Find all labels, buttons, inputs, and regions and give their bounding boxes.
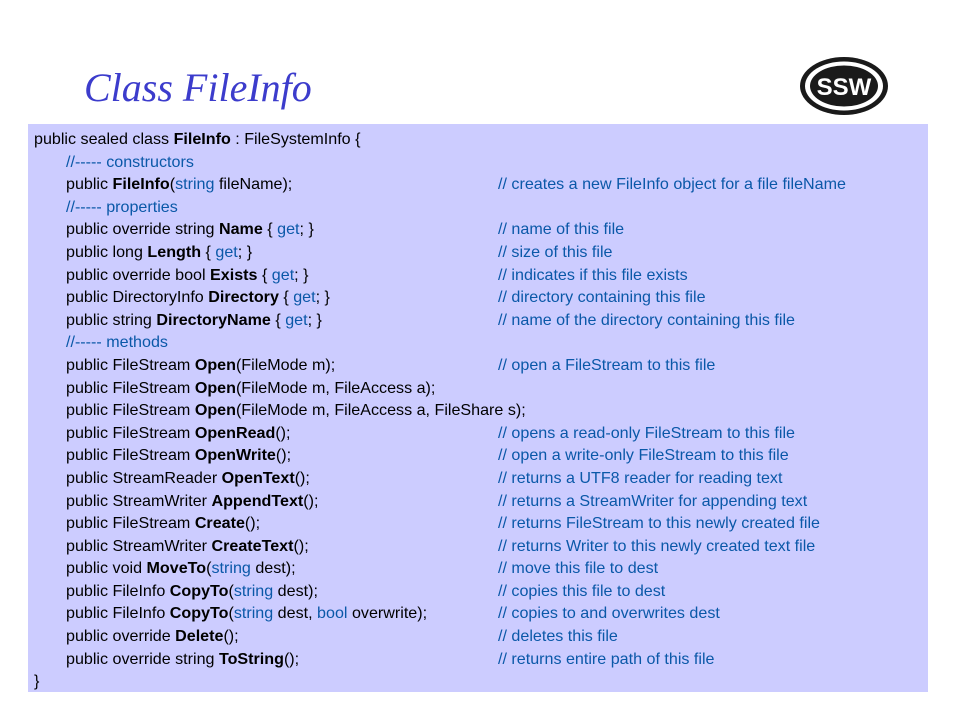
code-line (28, 512, 928, 535)
code-token: ( (206, 559, 212, 578)
member-name: DirectoryName (156, 310, 271, 329)
code-token: public long (66, 242, 148, 261)
code-token: { (270, 310, 286, 329)
member-name: Exists (210, 265, 258, 284)
code-comment: // name of this file (498, 220, 625, 239)
code-token: ; } (315, 288, 330, 307)
code-declaration (66, 625, 239, 648)
code-token: public FileStream (66, 355, 195, 374)
code-token: dest); (273, 581, 318, 600)
code-declaration (66, 241, 252, 264)
code-line (28, 286, 928, 309)
code-comment: // deletes this file (498, 627, 618, 646)
code-declaration (66, 602, 427, 625)
code-declaration (66, 196, 178, 219)
code-comment: // open a write-only FileStream to this file (498, 446, 789, 465)
code-token: { (201, 242, 216, 261)
code-line (28, 218, 928, 241)
code-token: (); (244, 514, 261, 533)
member-name: Directory (208, 288, 279, 307)
code-token: public FileInfo (66, 581, 170, 600)
code-token: get (215, 242, 238, 261)
code-comment: // size of this file (498, 242, 613, 261)
code-declaration (66, 490, 318, 513)
code-declaration (66, 444, 291, 467)
code-token: public DirectoryInfo (66, 288, 209, 307)
code-comment: // opens a read-only FileStream to this file (498, 423, 795, 442)
code-token: ( (169, 175, 176, 194)
member-name: Open (194, 401, 236, 420)
code-token: (); (294, 468, 310, 487)
member-name: Open (194, 378, 236, 397)
code-token: (FileMode m, FileAccess a, FileShare s); (235, 401, 526, 420)
code-comment: // open a FileStream to this file (498, 355, 716, 374)
code-line (28, 557, 928, 580)
code-token: { (257, 265, 272, 284)
code-declaration (66, 354, 335, 377)
code-token: public FileStream (66, 446, 195, 465)
code-line (28, 602, 928, 625)
code-token: (); (275, 423, 291, 442)
member-name: Length (147, 242, 202, 261)
code-token: dest); (250, 559, 296, 578)
code-token: (); (303, 491, 319, 510)
code-line (28, 580, 928, 603)
code-token: (); (293, 536, 309, 555)
code-declaration (66, 286, 330, 309)
member-name: FileInfo (173, 130, 231, 148)
code-line (28, 128, 928, 151)
code-line (28, 354, 928, 377)
code-declaration (66, 173, 292, 196)
logo-text: SSW (816, 74, 872, 101)
code-declaration (66, 264, 309, 287)
code-declaration (66, 331, 168, 354)
code-declaration (66, 557, 296, 580)
code-comment: // name of the directory containing this file (498, 310, 795, 329)
code-line (28, 241, 928, 264)
member-name: CopyTo (169, 581, 229, 600)
code-declaration (66, 309, 322, 332)
code-declaration (66, 399, 526, 422)
code-token: string (175, 175, 215, 194)
code-token: get (277, 220, 300, 239)
code-line (28, 377, 928, 400)
code-line (28, 422, 928, 445)
code-line (28, 535, 928, 558)
code-line (28, 625, 928, 648)
code-comment: // returns FileStream to this newly created file (498, 514, 821, 533)
section-comment-line (28, 196, 928, 219)
code-listing (28, 124, 928, 692)
code-declaration (34, 128, 360, 151)
ssw-logo (798, 55, 890, 117)
code-token: public void (66, 559, 147, 578)
member-name: OpenText (221, 468, 295, 487)
code-token: string (211, 559, 251, 578)
code-line (28, 309, 928, 332)
member-name: Name (218, 220, 263, 239)
code-token: string (233, 581, 274, 600)
code-token: ; } (299, 220, 314, 239)
code-token: public override string (66, 649, 219, 668)
code-comment: // creates a new FileInfo object for a file fileName (498, 175, 846, 194)
section-comment-line (28, 331, 928, 354)
code-token: public FileStream (66, 514, 195, 533)
code-token: public sealed class (34, 130, 174, 148)
code-line (28, 670, 928, 693)
code-line (28, 648, 928, 671)
code-token: } (34, 672, 40, 691)
member-name: CopyTo (169, 604, 229, 623)
code-token: get (293, 288, 316, 307)
code-comment: // indicates if this file exists (498, 265, 688, 284)
code-token: //----- methods (66, 333, 168, 352)
code-token: public StreamWriter (66, 536, 212, 555)
member-name: AppendText (211, 491, 304, 510)
code-token: fileName); (214, 175, 293, 194)
code-token: public override (66, 627, 176, 646)
code-line (28, 444, 928, 467)
code-comment: // returns a StreamWriter for appending text (498, 491, 808, 510)
code-line (28, 173, 928, 196)
code-token: get (271, 265, 295, 284)
code-token: { (278, 288, 294, 307)
code-token: (); (223, 627, 239, 646)
code-token: string (233, 604, 274, 623)
member-name: Create (194, 514, 245, 533)
member-name: OpenWrite (194, 446, 276, 465)
code-token: public override bool (66, 265, 211, 284)
code-token: (FileMode m); (235, 355, 336, 374)
code-comment: // copies this file to dest (498, 581, 666, 600)
code-declaration (66, 467, 310, 490)
code-declaration (66, 422, 291, 445)
code-comment: // returns Writer to this newly created text file (498, 536, 816, 555)
member-name: MoveTo (146, 559, 207, 578)
member-name: Delete (175, 627, 224, 646)
code-token: //----- constructors (66, 152, 194, 171)
code-declaration (66, 580, 318, 603)
member-name: Open (194, 355, 236, 374)
section-comment-line (28, 151, 928, 174)
code-token: (); (283, 649, 300, 668)
code-token: public FileStream (66, 401, 195, 420)
code-declaration (66, 151, 194, 174)
code-token: public override string (66, 220, 219, 239)
code-token: dest, (273, 604, 318, 623)
code-comment: // move this file to dest (498, 559, 659, 578)
code-token: (FileMode m, FileAccess a); (235, 378, 436, 397)
code-token: public FileStream (66, 378, 195, 397)
code-comment: // returns entire path of this file (498, 649, 715, 668)
code-token: public string (66, 310, 157, 329)
member-name: OpenRead (194, 423, 276, 442)
code-declaration (34, 670, 39, 693)
code-token: public FileInfo (66, 604, 170, 623)
code-declaration (66, 377, 435, 400)
code-token: ; } (294, 265, 309, 284)
code-token: //----- properties (66, 197, 178, 216)
code-token: ( (228, 604, 234, 623)
code-token: bool (317, 604, 348, 623)
code-declaration (66, 218, 314, 241)
code-token: public (66, 175, 113, 194)
code-token: : FileSystemInfo { (230, 130, 361, 148)
code-line (28, 399, 928, 422)
member-name: CreateText (211, 536, 294, 555)
code-comment: // returns a UTF8 reader for reading text (498, 468, 783, 487)
code-token: { (262, 220, 278, 239)
code-line (28, 467, 928, 490)
code-token: (); (275, 446, 292, 465)
code-comment: // directory containing this file (498, 288, 706, 307)
member-name: ToString (218, 649, 284, 668)
code-token: public FileStream (66, 423, 195, 442)
slide-title: Class FileInfo (84, 65, 312, 110)
code-declaration (66, 648, 299, 671)
code-declaration (66, 512, 260, 535)
code-token: overwrite); (347, 604, 428, 623)
code-line (28, 490, 928, 513)
code-token: ; } (307, 310, 322, 329)
member-name: FileInfo (112, 175, 170, 194)
code-token: public StreamWriter (66, 491, 212, 510)
code-token: get (285, 310, 308, 329)
code-line (28, 264, 928, 287)
code-token: public StreamReader (66, 468, 222, 487)
code-token: ( (228, 581, 234, 600)
code-comment: // copies to and overwrites dest (498, 604, 720, 623)
code-token: ; } (237, 242, 253, 261)
code-declaration (66, 535, 309, 558)
